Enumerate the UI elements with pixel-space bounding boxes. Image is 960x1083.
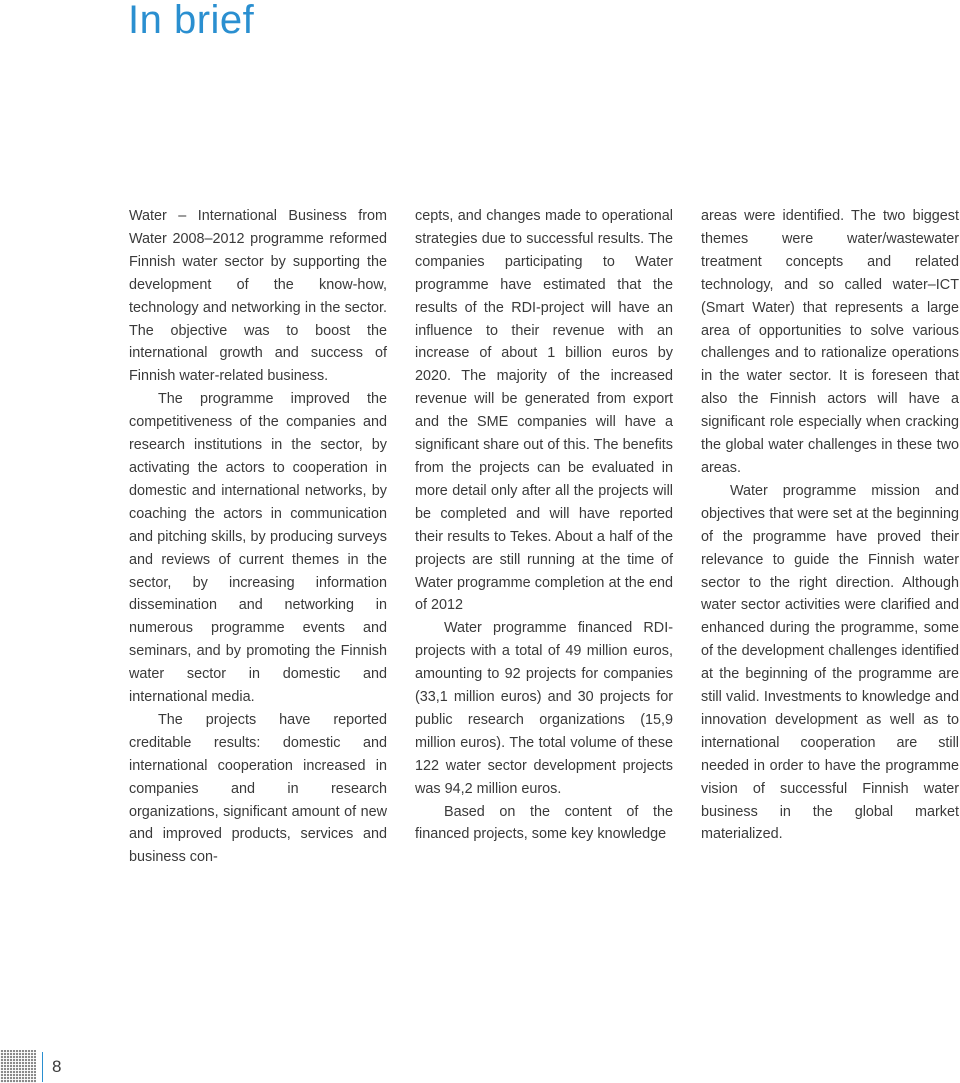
paragraph: The projects have reported creditable results: domestic and international cooperation increased in companies and in research organizations, significant amount of new and improved products, services and business con- <box>129 711 387 866</box>
paragraph: cepts, and changes made to operational strategies due to successful results. The companies participating to Water programme have estimated that the results of the RDI-project will have an influence to their revenue with an increase of about 1 billion euros by 2020. The majority of the increased revenue will be generated from export and the SME companies will have a significant share out of this. The benefits from the projects can be evaluated in more detail only after all the projects will be completed and will have reported their results to Tekes. About a half of the projects are still running at the time of Water programme completion at the end of 2012 <box>415 208 673 614</box>
paragraph: Water programme financed RDI-projects with a total of 49 million euros, amounting to 92 projects for companies (33,1 million euros) and 30 projects for public research organizations (15,9 million euros). The total volume of these 122 water sector development projects was 94,2 million euros. <box>415 620 673 797</box>
paragraph: The programme improved the competitiveness of the companies and research institutions in the sector, by activating the actors to cooperation in domestic and international networks, by coaching the actors in communication and pitching skills, by producing surveys and reviews of current themes in the sector, by increasing information dissemination and networking in numerous programme events and seminars, and by promoting the Finnish water sector in domestic and international media. <box>129 391 387 706</box>
paragraph: areas were identified. The two biggest themes were water/wastewater treatment concepts and related technology, and so called water–ICT (Smart Water) that represents a large area of opportunities to solve various challenges and to rationalize operations in the water sector. It is foreseen that also the Finnish actors will have a significant role especially when cracking the global water challenges in these two areas. <box>701 208 959 476</box>
paragraph: Based on the content of the financed projects, some key knowledge <box>415 803 673 843</box>
page-title: In brief <box>128 0 255 42</box>
page-marker <box>0 1050 80 1083</box>
grid-pattern-icon <box>0 1050 36 1083</box>
divider <box>42 1052 43 1082</box>
paragraph: Water – International Business from Water 2008–2012 programme reformed Finnish water sector by supporting the development of the know-how, technology and networking in the sector. The objective was to boost the international growth and success of Finnish water-related business. <box>129 208 387 385</box>
text-column-2 <box>415 205 673 846</box>
text-column-3 <box>701 205 959 846</box>
text-column-1 <box>129 205 387 869</box>
page-number: 8 <box>52 1057 62 1076</box>
paragraph: Water programme mission and objectives that were set at the beginning of the programme have proved their relevance to guide the Finnish water sector to the right direction. Although water sector activities were clarified and enhanced during the programme, some of the development challenges identified at the beginning of the programme are still valid. Investments to knowledge and innovation development as well as to international cooperation are still needed in order to have the programme vision of successful Finnish water business in the global market materialized. <box>701 482 959 843</box>
